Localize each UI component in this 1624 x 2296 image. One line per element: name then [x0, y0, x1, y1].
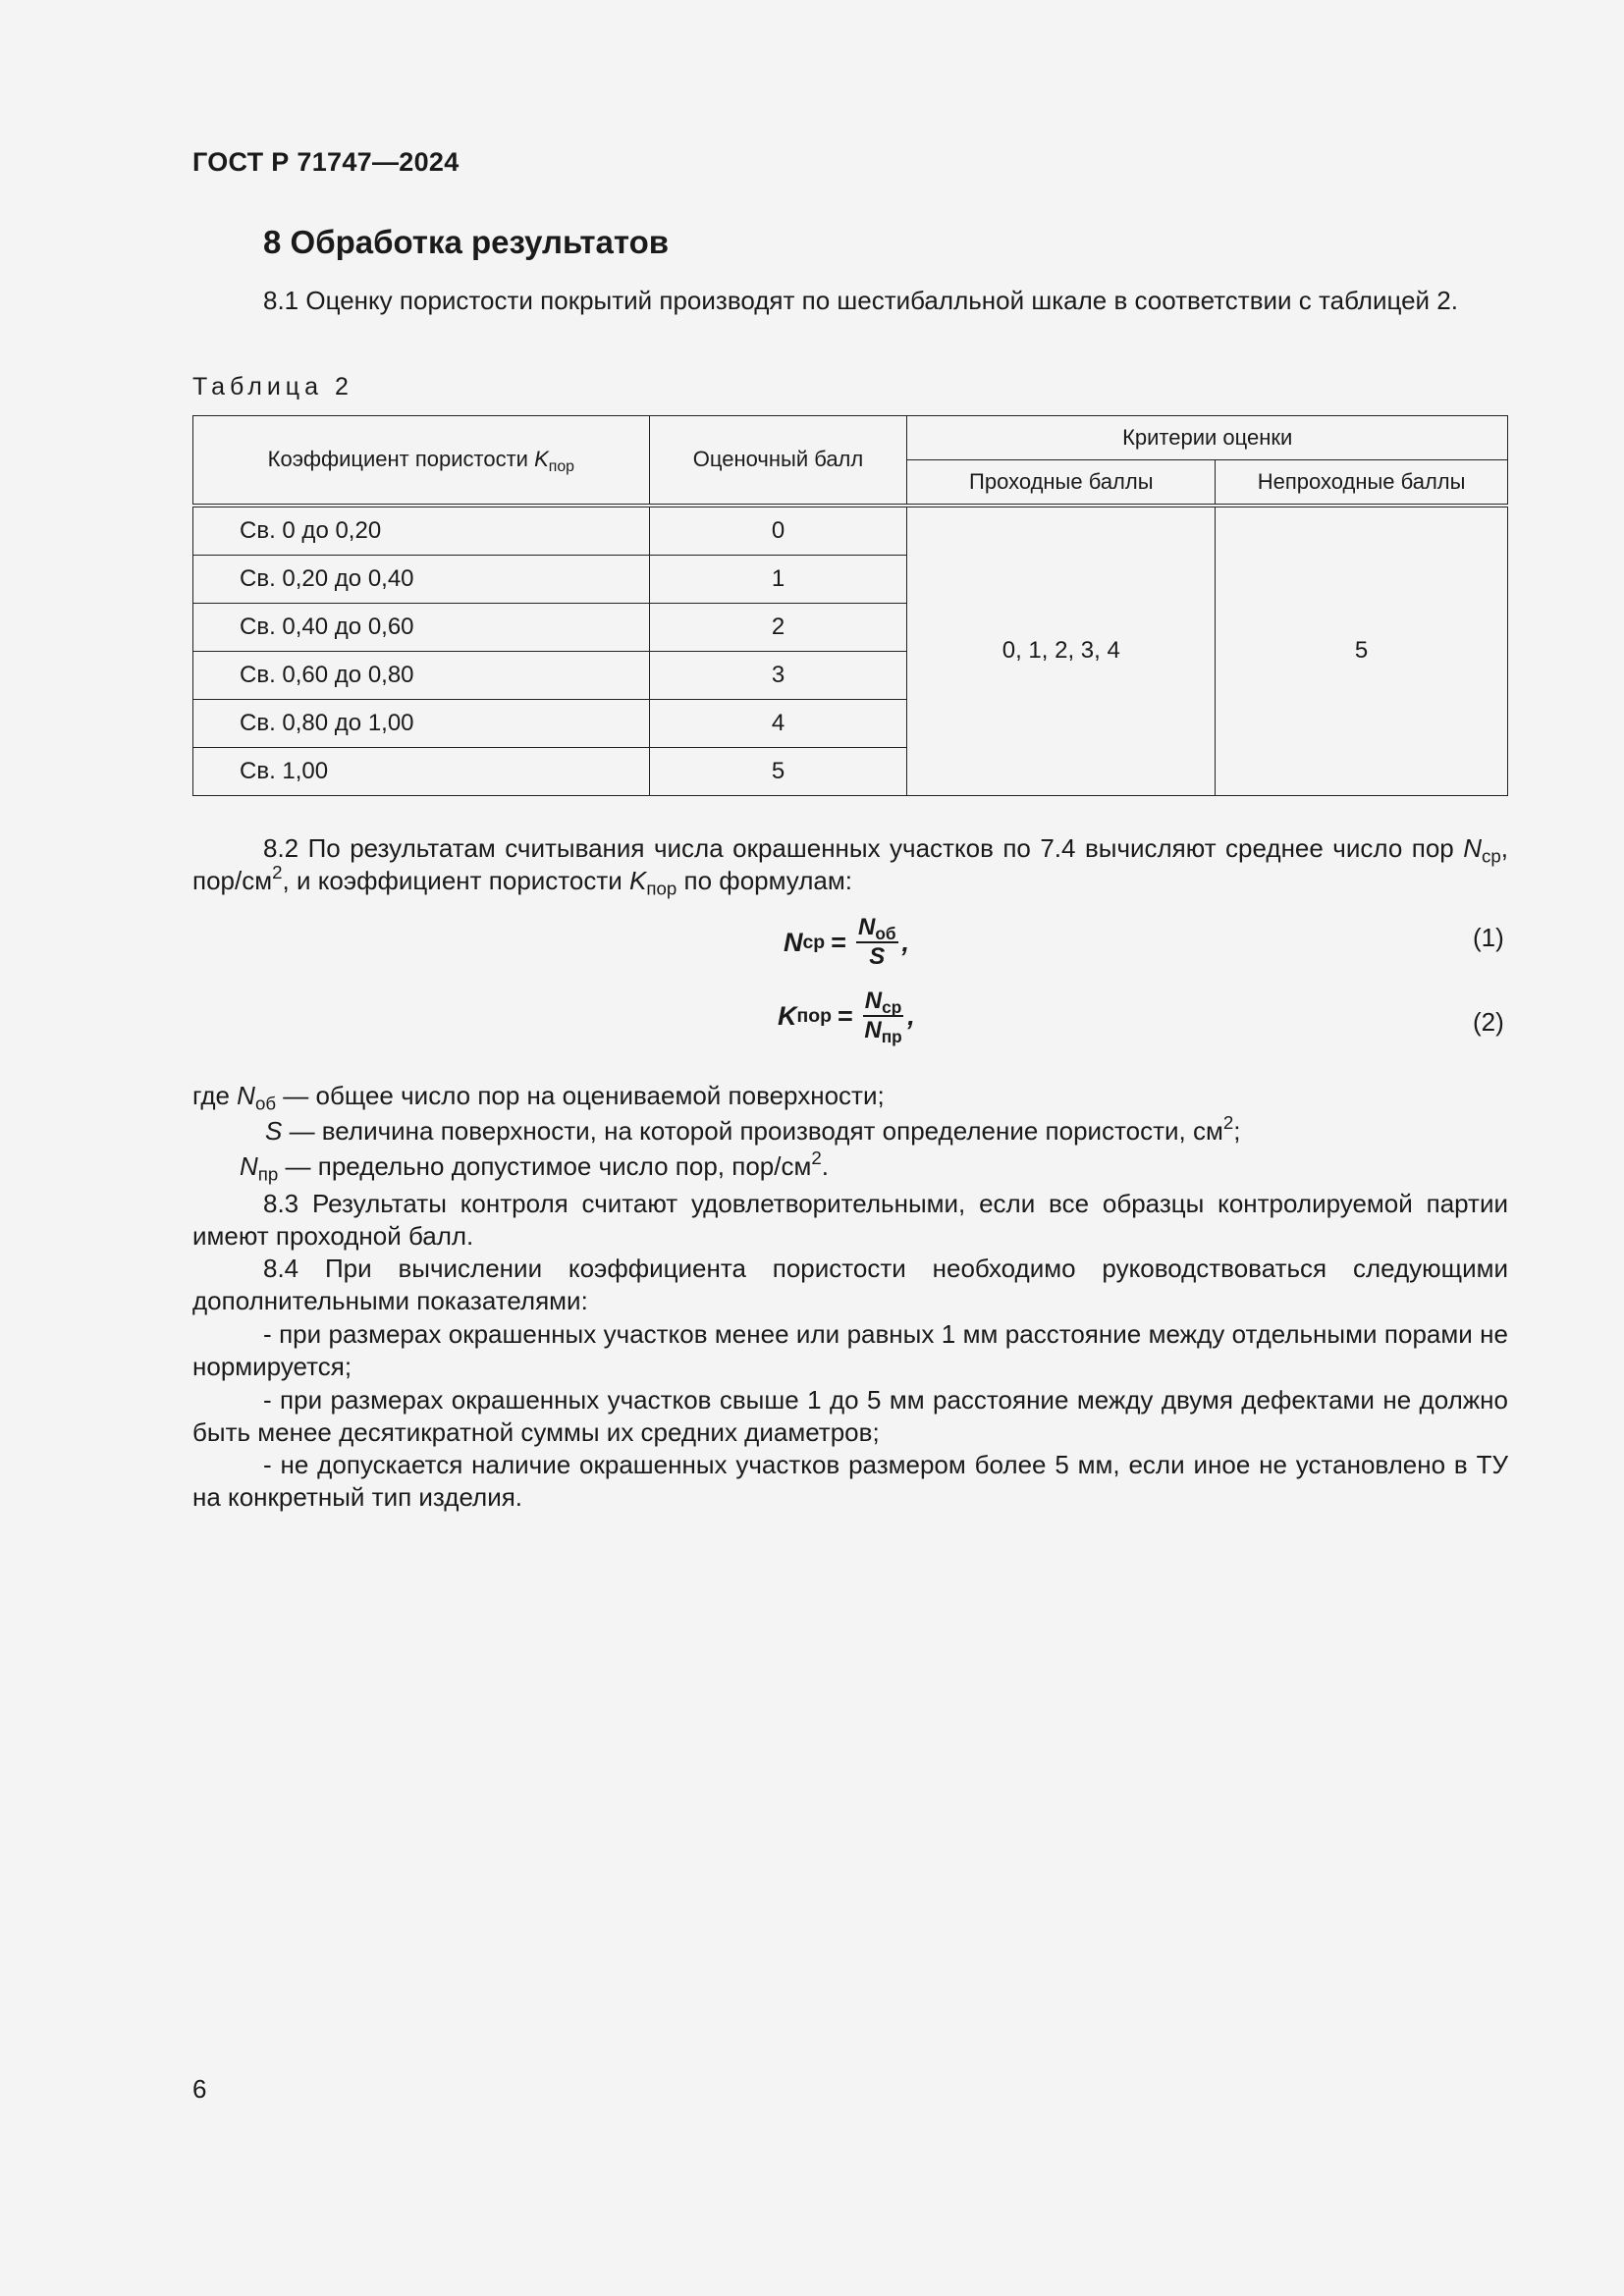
paragraph-8-1: 8.1 Оценку пористости покрытий производят по шестибалльной шкале в соответствии с таблицей 2.	[263, 286, 1458, 315]
equation-number-2: (2)	[1473, 1007, 1504, 1037]
bullet-item: - при размерах окрашенных участков менее или равных 1 мм расстояние между отдельными порами не нормируется;	[192, 1319, 1508, 1381]
table-row	[193, 506, 1508, 556]
cell-score: 0	[649, 506, 907, 556]
bullet-item: - при размерах окрашенных участков свыше 1 до 5 мм расстояние между двумя дефектами не должно быть менее десятикратной суммы их средних диаметров;	[192, 1385, 1508, 1447]
cell-pass-scores: 0, 1, 2, 3, 4	[907, 506, 1216, 796]
cell-score: 3	[649, 651, 907, 699]
cell-score: 1	[649, 555, 907, 603]
fraction: $\frac{N_{об}}{S}$	[857, 914, 896, 970]
definition-n-ob: где $N_{об}$ — общее число пор на оцениваемой поверхности;	[192, 1081, 885, 1114]
header-fail: Непроходные баллы	[1216, 460, 1508, 506]
bullet-item: - не допускается наличие окрашенных участков размером более 5 мм, если иное не установлено в ТУ на конкретный тип изделия.	[192, 1450, 1508, 1512]
cell-range: Св. 0,40 до 0,60	[193, 603, 650, 651]
header-pass: Проходные баллы	[907, 460, 1216, 506]
cell-range: Св. 0,80 до 1,00	[193, 699, 650, 747]
cell-score: 4	[649, 699, 907, 747]
table-caption: Таблица 2	[192, 373, 353, 400]
cell-fail-scores: 5	[1216, 506, 1508, 796]
paragraph-8-2: 8.2 По результатам считывания числа окрашенных участков по 7.4 вычисляют среднее число пор $N_{ср}$, пор/$см^2$, и коэффициент пористости $K_{пор}$ по формулам:	[192, 833, 1508, 899]
definition-n-pr: $N_{пр}$ — предельно допустимое число пор, пор/$см^2$.	[240, 1147, 829, 1185]
header-coefficient: Коэффициент пористости $K_{пор}$	[193, 416, 650, 506]
header-score: Оценочный балл	[649, 416, 907, 506]
section-title: 8 Обработка результатов	[263, 224, 670, 260]
cell-range: Св. 0 до 0,20	[193, 506, 650, 556]
porosity-table	[192, 415, 1508, 796]
page-number: 6	[192, 2074, 207, 2104]
fraction: $\frac{N_{ср}}{N_{пр}}$	[864, 988, 902, 1047]
header-criteria: Критерии оценки	[907, 416, 1508, 460]
cell-score: 2	[649, 603, 907, 651]
cell-range: Св. 1,00	[193, 747, 650, 795]
paragraph-8-3: 8.3 Результаты контроля считают удовлетворительными, если все образцы контролируемой партии имеют проходной балл.	[192, 1189, 1508, 1251]
cell-range: Св. 0,60 до 0,80	[193, 651, 650, 699]
formula-1: N ср = $\frac{N_{об}}{S}$ ,	[784, 914, 910, 970]
document-code: ГОСТ Р 71747—2024	[192, 147, 460, 177]
cell-score: 5	[649, 747, 907, 795]
definition-s: S — величина поверхности, на которой производят определение пористости, $см^2$;	[265, 1111, 1241, 1146]
equation-number-1: (1)	[1473, 923, 1504, 952]
paragraph-8-4: 8.4 При вычислении коэффициента пористости необходимо руководствоваться следующими дополнительными показателями:	[192, 1254, 1508, 1315]
formula-2: K пор = $\frac{N_{ср}}{N_{пр}}$ ,	[778, 988, 915, 1047]
cell-range: Св. 0,20 до 0,40	[193, 555, 650, 603]
